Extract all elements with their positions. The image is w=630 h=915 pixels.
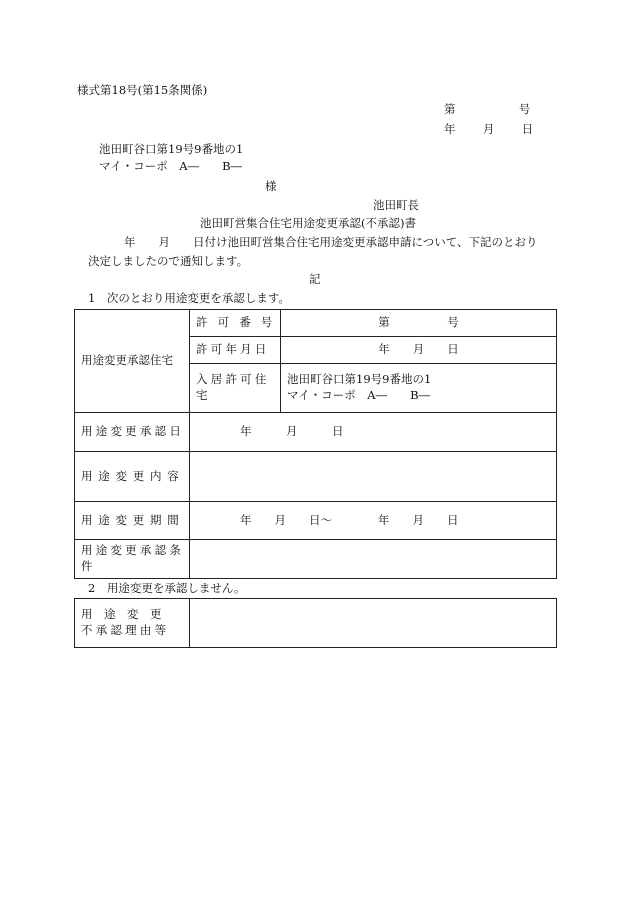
approval-date-value: 年 月 日: [190, 413, 557, 452]
form-number: 様式第18号(第15条関係): [77, 83, 208, 97]
addressee-address: 池田町谷口第19号9番地の1: [99, 142, 244, 156]
period-value: 年 月 日～ 年 月 日: [190, 502, 557, 540]
permit-date-label: 許可年月日: [190, 337, 281, 364]
conditions-value: [190, 540, 557, 579]
resident-address: 池田町谷口第19号9番地の1: [287, 372, 432, 387]
reason-label-line1: 用 途 変 更: [81, 607, 162, 622]
period-label: 用途変更期間: [75, 502, 190, 540]
body-text-line2: 決定しましたので通知します。: [88, 254, 249, 268]
reference-year: 年: [444, 122, 456, 136]
reference-date: [444, 124, 533, 136]
resident-label: 入居許可住宅: [190, 364, 281, 413]
document-title: 池田町営集合住宅用途変更承認(不承認)書: [200, 216, 416, 230]
resident-building: マイ・コーポ A― B―: [287, 388, 431, 402]
ki-heading: 記: [309, 272, 321, 286]
addressee-sama: 様: [265, 179, 277, 193]
body-text-line1: 年 月 日付け池田町営集合住宅用途変更承認申請について、下記のとおり: [124, 235, 538, 249]
housing-label: 用途変更承認住宅: [75, 310, 190, 413]
reference-day: 日: [521, 122, 534, 136]
conditions-label: 用途変更承認条件: [75, 540, 190, 579]
permit-number-label: 許 可 番 号: [190, 310, 281, 337]
rejection-table: [74, 598, 557, 648]
approval-table: [74, 309, 557, 579]
resident-value: [281, 364, 557, 413]
reference-dai: 第: [444, 102, 456, 116]
reference-month: 月: [482, 122, 495, 136]
content-label: 用途変更内容: [75, 452, 190, 502]
section2-heading: 2 用途変更を承認しません。: [88, 581, 246, 595]
content-value: [190, 452, 557, 502]
reason-label: [75, 599, 190, 648]
sender: 池田町長: [373, 198, 419, 212]
approval-date-label: 用途変更承認日: [75, 413, 190, 452]
reference-go: 号: [518, 102, 531, 116]
reference-number: [444, 104, 530, 116]
section1-heading: 1 次のとおり用途変更を承認します。: [88, 291, 290, 305]
permit-date-value: 年 月 日: [281, 337, 557, 364]
permit-number-value: 第 号: [281, 310, 557, 337]
addressee-building: マイ・コーポ A― B―: [99, 159, 243, 173]
reason-label-line2: 不承認理由等: [81, 623, 170, 637]
reason-value: [190, 599, 557, 648]
